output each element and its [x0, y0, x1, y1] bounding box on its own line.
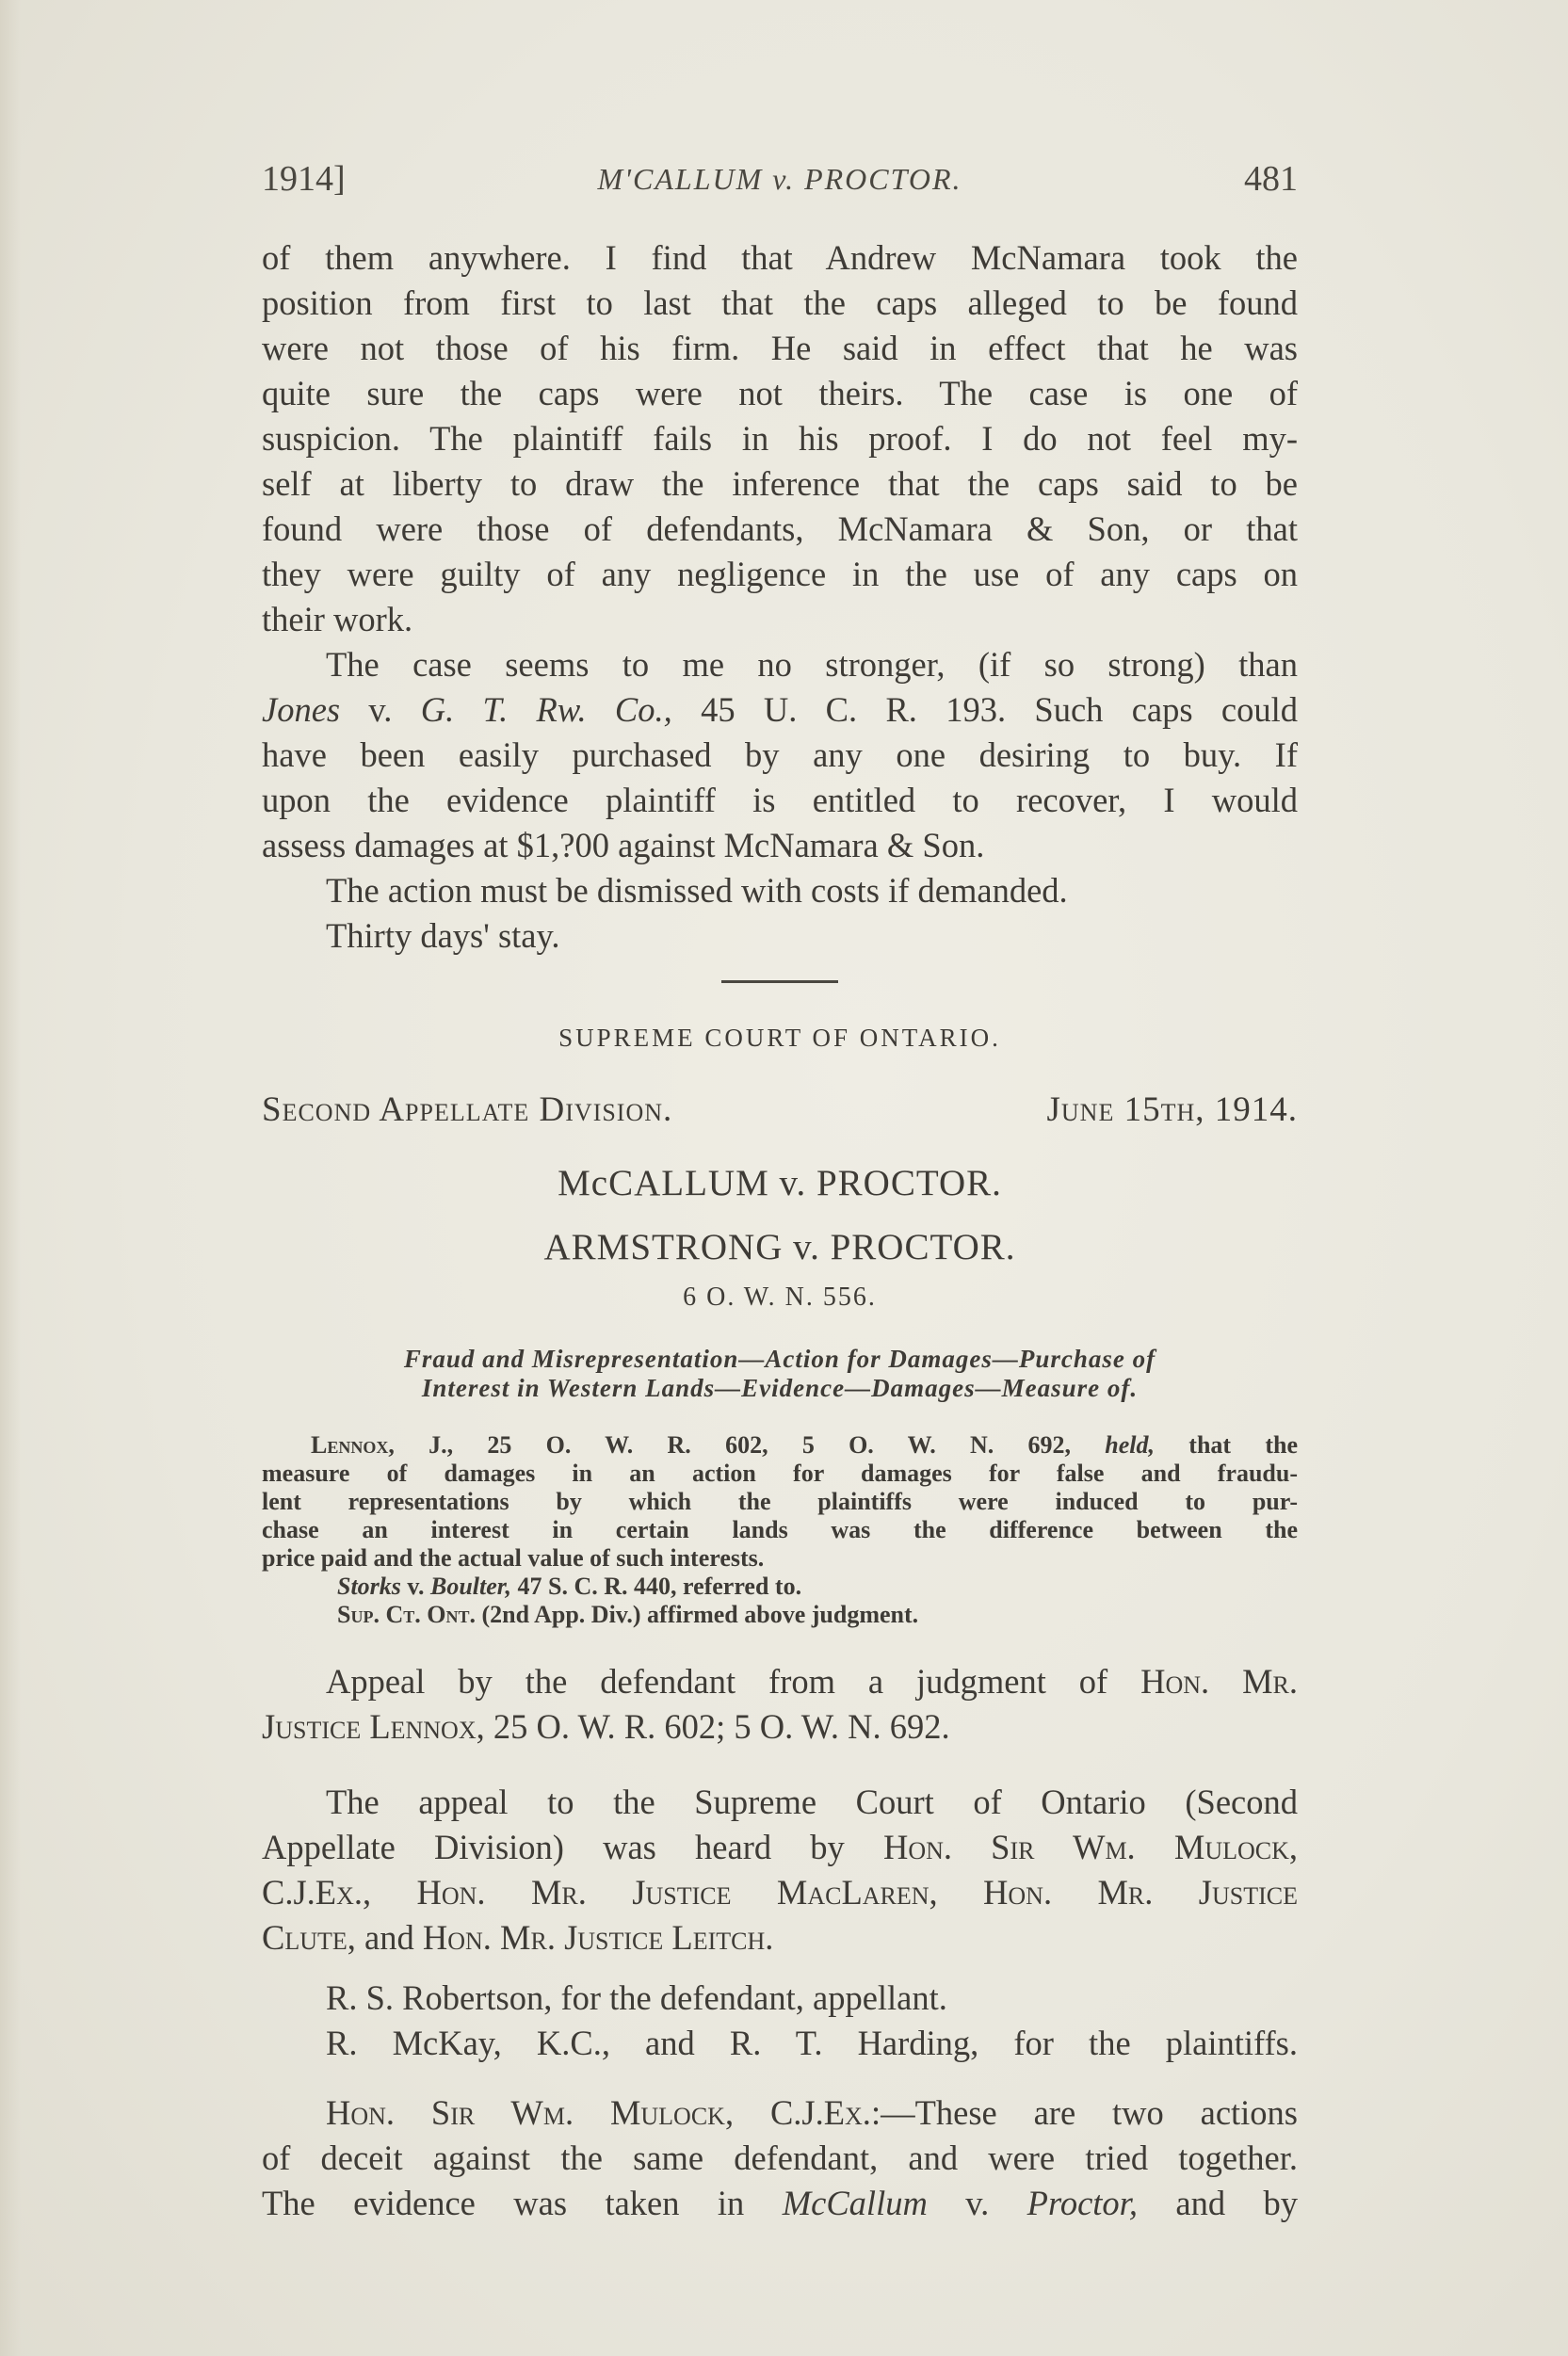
- text-line: chase an interest in certain lands was the difference between the: [262, 1516, 1298, 1543]
- case-name: G. T. Rw. Co.,: [420, 690, 672, 729]
- judge-name: Hon. Sir Wm. Mulock, C.J.Ex.: [326, 2093, 871, 2132]
- case-name: Proctor,: [1026, 2184, 1138, 2222]
- judge-name: Hon. Sir Wm. Mulock,: [882, 1828, 1298, 1866]
- case-name: Boulter,: [430, 1573, 511, 1600]
- text-fragment: Appellate Division) was heard by: [262, 1828, 883, 1866]
- paragraph-comparison: [262, 642, 1298, 868]
- text-fragment: and by: [1137, 2184, 1298, 2222]
- text-line: quite sure the caps were not theirs. The case is one of: [262, 374, 1298, 412]
- text-line: [262, 1573, 1298, 1601]
- case-name: McCallum: [782, 2184, 928, 2222]
- text-line: upon the evidence plaintiff is entitled to recover, I would: [262, 781, 1298, 819]
- case-name: Storks: [337, 1573, 401, 1600]
- text-line: position from first to last that the caps alleged to be found: [262, 283, 1298, 322]
- text-fragment: Appeal by the defendant from a judgment of: [326, 1662, 1141, 1701]
- text-line: suspicion. The plaintiff fails in his proof. I do not feel my-: [262, 419, 1298, 458]
- case-summary: [262, 1431, 1298, 1629]
- text-fragment: The evidence was taken in: [262, 2184, 783, 2222]
- page-number: 481: [1244, 159, 1298, 199]
- citation-text: 25 O. W. R. 602; 5 O. W. N. 692.: [484, 1707, 950, 1746]
- citation-text: 25 O. W. R. 602, 5 O. W. N. 692,: [453, 1431, 1106, 1459]
- versus: v.: [927, 2184, 1027, 2222]
- decision-date: June 15th, 1914.: [1046, 1090, 1298, 1129]
- division-name: Second Appellate Division.: [262, 1090, 673, 1129]
- judge-name: Hon. Mr. Justice Leitch.: [422, 1918, 774, 1957]
- text-line: C.J.Ex., Hon. Mr. Justice MacLaren, Hon. Mr. Justice: [262, 1873, 1298, 1912]
- text-line: they were guilty of any negligence in the use of any caps on: [262, 555, 1298, 593]
- text-fragment: and: [355, 1918, 423, 1957]
- versus: v.: [400, 1573, 430, 1600]
- text-line: lent representations by which the plaintiffs were induced to pur-: [262, 1488, 1298, 1515]
- report-citation: 6 O. W. N. 556.: [683, 1283, 877, 1312]
- paragraph-counsel: [262, 1976, 1298, 2066]
- text-line: measure of damages in an action for damages for false and fraudu-: [262, 1460, 1298, 1487]
- headnote-line: Interest in Western Lands—Evidence—Damages—Measure of.: [421, 1374, 1139, 1402]
- paragraph-bench: [262, 1780, 1298, 1961]
- citation-text: 45 U. C. R. 193. Such caps could: [671, 690, 1298, 729]
- paragraph-opinion-continuation: [262, 235, 1298, 642]
- court-abbrev: Sup. Ct. Ont.: [337, 1601, 476, 1628]
- text-fragment: :—These are two actions: [870, 2093, 1298, 2132]
- judge-name: Justice Lennox,: [262, 1707, 485, 1746]
- text-line: [262, 2090, 1298, 2136]
- court-heading: SUPREME COURT OF ONTARIO.: [558, 1024, 1001, 1052]
- paragraph-judgment: [262, 2090, 1298, 2226]
- headnote-keywords: [262, 1345, 1298, 1403]
- held-word: held,: [1105, 1431, 1156, 1459]
- judge-name: Lennox, J.,: [311, 1431, 454, 1459]
- text-line: of deceit against the same defendant, and were tried together.: [262, 2138, 1298, 2177]
- case-name: Jones: [262, 690, 341, 729]
- text-line: [262, 1704, 1298, 1750]
- judge-title: Hon. Mr.: [1140, 1662, 1298, 1701]
- text-line: The case seems to me no stronger, (if so strong) than: [326, 645, 1298, 684]
- text-line: have been easily purchased by any one desiring to buy. If: [262, 735, 1298, 774]
- paragraph-disposition: [262, 868, 1298, 959]
- text-line: [262, 1915, 1298, 1961]
- text-line: [262, 1431, 1298, 1460]
- text-line: [262, 1659, 1298, 1704]
- case-title: ARMSTRONG v. PROCTOR.: [543, 1227, 1016, 1267]
- running-head-title: M'CALLUM v. PROCTOR.: [597, 162, 962, 196]
- counsel-appellant: R. S. Robertson, for the defendant, appellant.: [326, 1978, 947, 2017]
- running-head-year: 1914]: [262, 159, 346, 199]
- paragraph-appeal: [262, 1659, 1298, 1750]
- text-line: [262, 1601, 1298, 1629]
- case-title: McCALLUM v. PROCTOR.: [558, 1163, 1002, 1203]
- text-line: of them anywhere. I find that Andrew McNamara took the: [262, 238, 1298, 277]
- text-line: assess damages at $1,?00 against McNamara & Son.: [262, 826, 985, 864]
- versus: v.: [340, 690, 421, 729]
- text-line: found were those of defendants, McNamara & Son, or that: [262, 509, 1298, 548]
- text-line: were not those of his firm. He said in effect that he was: [262, 329, 1298, 367]
- headnote-line: Fraud and Misrepresentation—Action for Damages—Purchase of: [403, 1345, 1156, 1373]
- page-edge-shadow: [0, 0, 21, 2356]
- text-line: The appeal to the Supreme Court of Ontario (Second: [326, 1783, 1298, 1821]
- citation-text: 47 S. C. R. 440, referred to.: [510, 1573, 802, 1600]
- text-line: The action must be dismissed with costs if demanded.: [326, 871, 1068, 910]
- text-line: price paid and the actual value of such interests.: [262, 1544, 765, 1572]
- text-line: self at liberty to draw the inference that the caps said to be: [262, 464, 1298, 503]
- counsel-plaintiffs: R. McKay, K.C., and R. T. Harding, for the plaintiffs.: [326, 2024, 1298, 2062]
- text-line: [262, 1825, 1298, 1870]
- section-divider: [721, 980, 838, 983]
- text-fragment: that the: [1155, 1431, 1298, 1459]
- text-line: [262, 687, 1298, 733]
- text-line: [262, 2181, 1298, 2226]
- running-head: [262, 158, 1298, 205]
- text-line: Thirty days' stay.: [326, 916, 560, 955]
- text-line: their work.: [262, 600, 413, 638]
- text-fragment: (2nd App. Div.) affirmed above judgment.: [475, 1601, 919, 1628]
- judge-name: Clute,: [262, 1918, 356, 1957]
